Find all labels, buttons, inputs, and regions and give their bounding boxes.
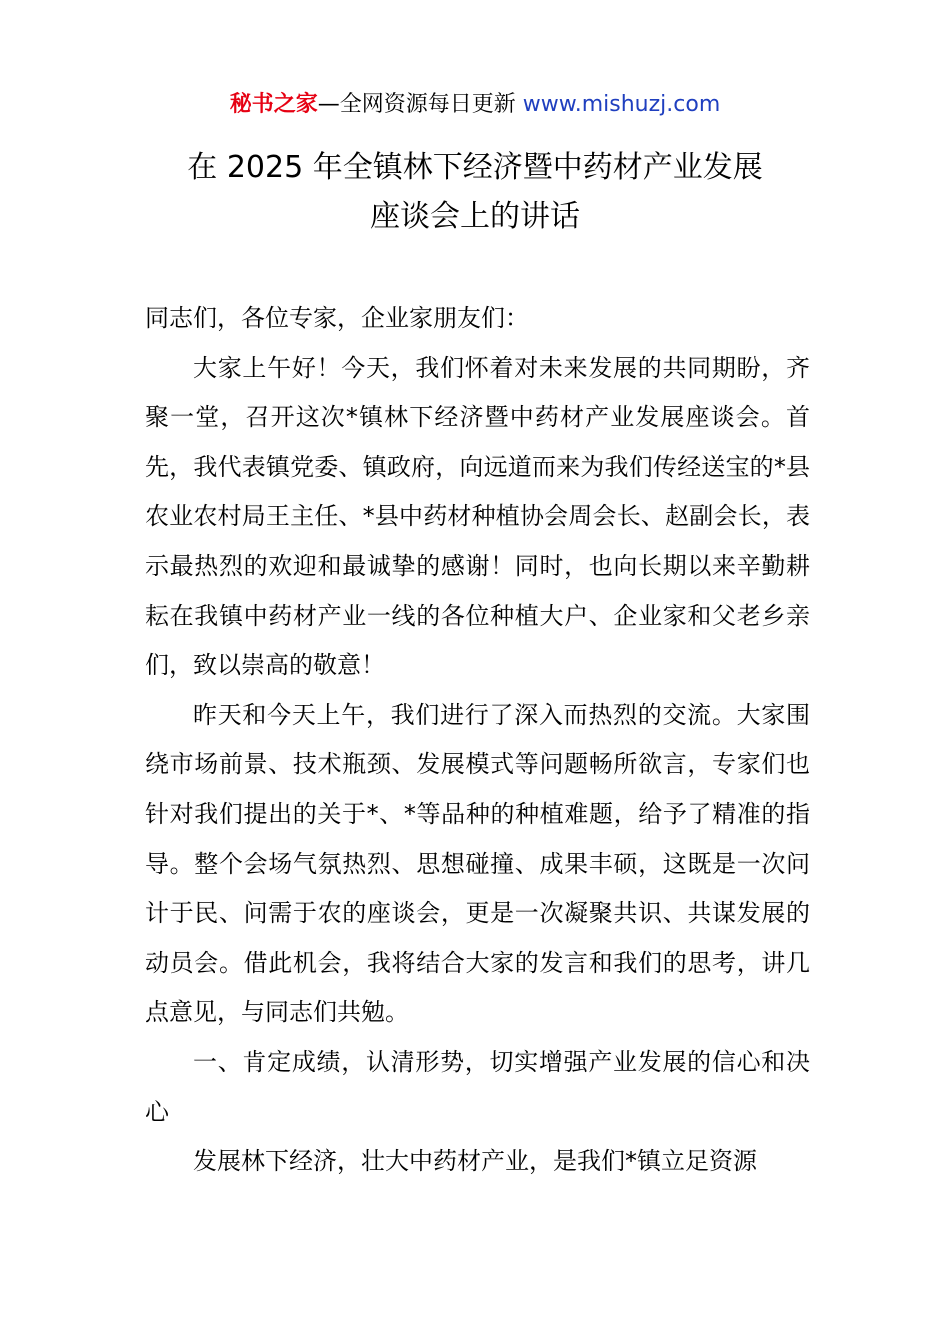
document-body — [145, 294, 810, 1187]
site-tagline: 全网资源每日更新 — [339, 92, 516, 117]
paragraph-2: 昨天和今天上午，我们进行了深入而热烈的交流。大家围绕市场前景、技术瓶颈、发展模式等问题畅所欲言，专家们也针对我们提出的关于*、*等品种的种植难题，给予了精准的指导。整个会场气氛热烈、思想碰撞、成果丰硕，这既是一次问计于民、问需于农的座谈会，更是一次凝聚共识、共谋发展的动员会。借此机会，我将结合大家的发言和我们的思考，讲几点意见，与同志们共勉。 — [145, 700, 810, 1027]
salutation: 同志们，各位专家，企业家朋友们： — [145, 304, 529, 332]
document-title-line-1: 在 2025 年全镇林下经济暨中药材产业发展 — [187, 150, 763, 185]
section-heading-1: 一、肯定成绩，认清形势，切实增强产业发展的信心和决心 — [145, 1047, 810, 1126]
site-header — [0, 88, 950, 122]
site-brand: 秘书之家 — [229, 92, 318, 117]
header-dash: — — [317, 92, 340, 117]
paragraph-1: 大家上午好！今天，我们怀着对未来发展的共同期盼，齐聚一堂，召开这次*镇林下经济暨中药材产业发展座谈会。首先，我代表镇党委、镇政府，向远道而来为我们传经送宝的*县农业农村局王主任、*县中药材种植协会周会长、赵副会长，表示最热烈的欢迎和最诚挚的感谢！同时，也向长期以来辛勤耕耘在我镇中药材产业一线的各位种植大户、企业家和父老乡亲们，致以崇高的敬意！ — [145, 353, 810, 680]
site-url-link[interactable]: www.mishuzj.com — [522, 92, 721, 117]
document-title-line-2: 座谈会上的讲话 — [370, 199, 580, 234]
paragraph-3: 发展林下经济，壮大中药材产业，是我们*镇立足资源 — [193, 1147, 757, 1176]
